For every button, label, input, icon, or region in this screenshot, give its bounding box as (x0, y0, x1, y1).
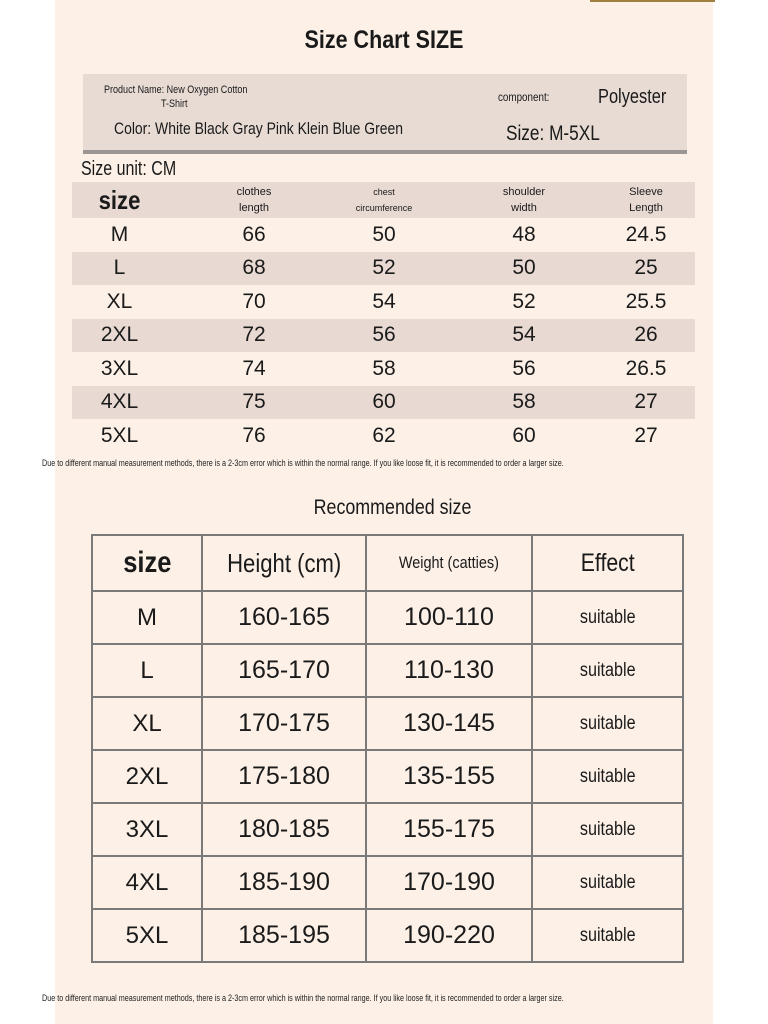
rec-weight: 135-155 (366, 750, 532, 803)
rec-effect: suitable (532, 750, 683, 803)
measurement-row (72, 386, 695, 420)
rec-effect: suitable (532, 644, 683, 697)
recommended-row (92, 644, 683, 697)
row-chest: 50 (372, 222, 396, 246)
recommended-row (92, 697, 683, 750)
rec-size: 2XL (92, 750, 202, 803)
rec-height: 160-165 (202, 591, 366, 644)
header-sleeve-length: Sleeve Length (629, 186, 663, 214)
row-chest: 62 (372, 423, 396, 447)
rec-header-weight: Weight (catties) (366, 535, 532, 591)
rec-size: 4XL (92, 856, 202, 909)
row-sleeve: 26 (634, 323, 658, 347)
header-clothes-length: clothes length (236, 186, 272, 214)
row-chest: 54 (372, 289, 396, 313)
measurement-table (72, 182, 695, 453)
row-shoulder: 48 (512, 222, 536, 246)
color-options: Color: White Black Gray Pink Klein Blue Green (114, 119, 403, 138)
row-sleeve: 25 (634, 256, 658, 280)
bottom-measurement-note: Due to different manual measurement methods, there is a 2-3cm error which is within the normal range. If you like loose fit, it is recommended to order a larger size. (42, 993, 564, 1003)
rec-effect: suitable (532, 697, 683, 750)
row-shoulder: 52 (512, 289, 536, 313)
product-name-line1: Product Name: New Oxygen Cotton (104, 84, 248, 96)
recommended-size-table (91, 534, 684, 963)
row-length: 70 (242, 289, 266, 313)
row-sleeve: 26.5 (625, 356, 667, 380)
measurement-header-row (72, 182, 695, 218)
rec-height: 185-195 (202, 909, 366, 962)
rec-size: 5XL (92, 909, 202, 962)
page-title: Size Chart SIZE (304, 26, 464, 54)
rec-weight: 155-175 (366, 803, 532, 856)
rec-header-height: Height (cm) (202, 535, 366, 591)
row-chest: 52 (372, 256, 396, 280)
rec-size: XL (92, 697, 202, 750)
component-label: component: (498, 90, 550, 104)
row-length: 72 (242, 323, 266, 347)
row-sleeve: 27 (634, 423, 658, 447)
rec-height: 165-170 (202, 644, 366, 697)
row-size: M (110, 222, 129, 246)
rec-weight: 110-130 (366, 644, 532, 697)
measurement-row (72, 252, 695, 286)
measurement-row (72, 319, 695, 353)
rec-weight: 130-145 (366, 697, 532, 750)
measurement-row (72, 352, 695, 386)
rec-height: 170-175 (202, 697, 366, 750)
measurement-row (72, 285, 695, 319)
row-size: 3XL (100, 356, 139, 380)
header-chest-circumference: chest circumference (355, 187, 413, 213)
measurement-note: Due to different manual measurement methods, there is a 2-3cm error which is within the normal range. If you like loose fit, it is recommended to order a larger size. (42, 458, 564, 468)
rec-effect: suitable (532, 856, 683, 909)
size-range: Size: M-5XL (506, 122, 600, 145)
row-size: 4XL (100, 390, 139, 414)
row-sleeve: 24.5 (625, 222, 667, 246)
rec-size: L (92, 644, 202, 697)
row-length: 66 (242, 222, 266, 246)
row-length: 75 (242, 390, 266, 414)
product-info-box (83, 74, 687, 154)
recommended-row (92, 750, 683, 803)
rec-weight: 100-110 (366, 591, 532, 644)
rec-effect: suitable (532, 803, 683, 856)
rec-header-effect: Effect (532, 535, 683, 591)
rec-height: 175-180 (202, 750, 366, 803)
rec-header-size: size (92, 535, 202, 591)
size-unit: Size unit: CM (81, 158, 177, 180)
rec-size: 3XL (92, 803, 202, 856)
row-shoulder: 58 (512, 390, 536, 414)
measurement-row (72, 218, 695, 252)
rec-height: 180-185 (202, 803, 366, 856)
row-length: 76 (242, 423, 266, 447)
recommended-row (92, 909, 683, 962)
recommended-row (92, 591, 683, 644)
product-name-line2: T-Shirt (161, 98, 188, 110)
row-length: 68 (242, 256, 266, 280)
rec-effect: suitable (532, 909, 683, 962)
row-size: 2XL (100, 323, 139, 347)
header-size: size (98, 185, 141, 215)
rec-height: 185-190 (202, 856, 366, 909)
header-shoulder-width: shoulder width (502, 186, 546, 214)
top-accent-line (590, 0, 715, 2)
row-sleeve: 27 (634, 390, 658, 414)
rec-weight: 170-190 (366, 856, 532, 909)
row-shoulder: 60 (512, 423, 536, 447)
row-size: L (113, 256, 126, 280)
recommended-header-row (92, 535, 683, 591)
rec-size: M (92, 591, 202, 644)
row-length: 74 (242, 356, 266, 380)
row-size: XL (106, 289, 133, 313)
rec-weight: 190-220 (366, 909, 532, 962)
row-shoulder: 56 (512, 356, 536, 380)
row-sleeve: 25.5 (625, 289, 667, 313)
component-value: Polyester (598, 86, 667, 108)
rec-effect: suitable (532, 591, 683, 644)
recommended-row (92, 803, 683, 856)
row-chest: 60 (372, 390, 396, 414)
row-chest: 56 (372, 323, 396, 347)
recommended-title: Recommended size (313, 496, 472, 519)
row-shoulder: 50 (512, 256, 536, 280)
row-chest: 58 (372, 356, 396, 380)
row-shoulder: 54 (512, 323, 536, 347)
row-size: 5XL (100, 423, 139, 447)
measurement-row (72, 419, 695, 453)
recommended-row (92, 856, 683, 909)
